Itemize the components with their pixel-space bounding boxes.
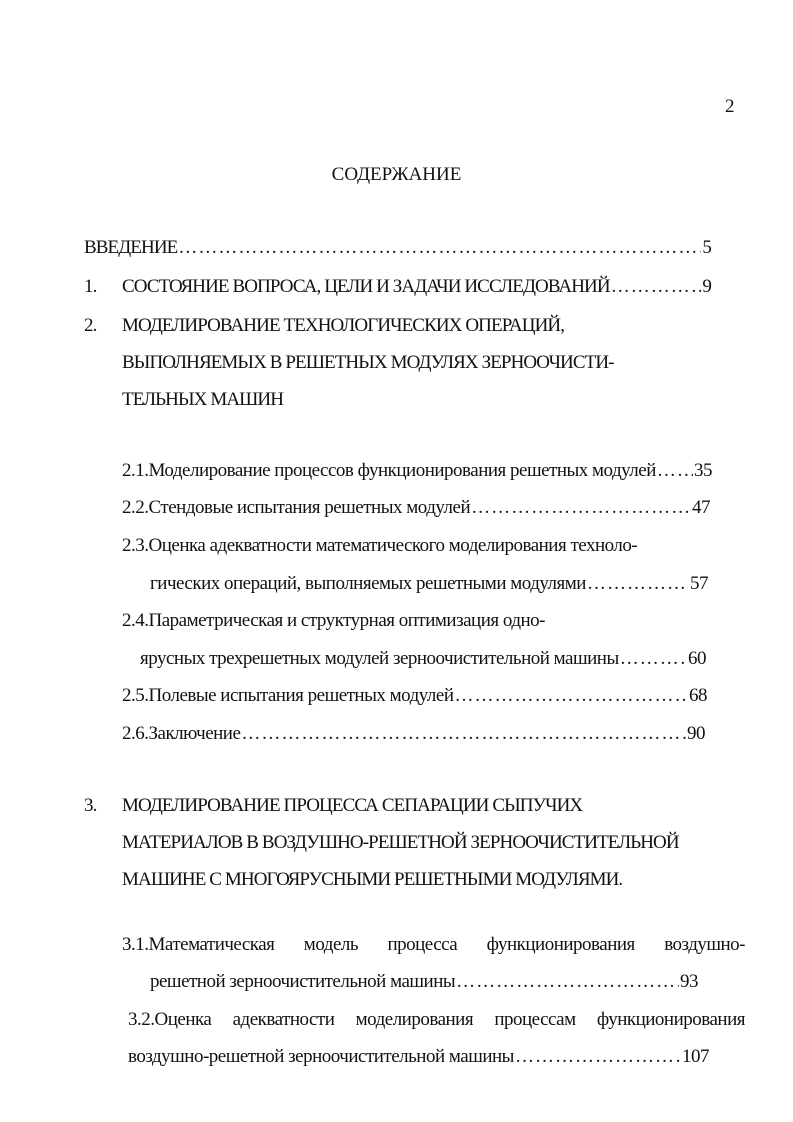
toc-title-line: 2.3.Оценка адекватности математического моделирования техноло-: [122, 535, 638, 556]
dot-leader: [620, 648, 687, 670]
dot-leader: [515, 1046, 681, 1068]
toc-page: 47: [692, 497, 710, 518]
toc-title: СОСТОЯНИЕ ВОПРОСА, ЦЕЛИ И ЗАДАЧИ ИССЛЕДОВАНИЙ: [122, 276, 610, 297]
dot-leader: [587, 573, 689, 595]
toc-title-line: МОДЕЛИРОВАНИЕ ТЕХНОЛОГИЧЕСКИХ ОПЕРАЦИЙ,: [122, 315, 565, 336]
dot-leader: [611, 276, 702, 298]
toc-title-last-line: [128, 1046, 709, 1068]
toc-entry-2-6[interactable]: [122, 723, 705, 745]
dot-leader: [657, 460, 693, 482]
toc-title-last-line: [150, 971, 698, 993]
toc-title-line: ТЕЛЬНЫХ МАШИН: [122, 389, 284, 410]
toc-page: 5: [702, 237, 711, 258]
toc-num: 1.: [84, 276, 97, 297]
page-number: 2: [725, 96, 735, 117]
dot-leader: [241, 723, 686, 745]
toc-title-last-line: [140, 648, 706, 670]
toc-num: 3.: [84, 795, 97, 816]
toc-title-last-line: [150, 573, 708, 595]
toc-page: 107: [682, 1046, 709, 1067]
toc-page: 60: [688, 648, 706, 669]
toc-title: 2.5.Полевые испытания решетных модулей: [122, 685, 454, 706]
toc-page: 68: [689, 685, 707, 706]
dot-leader: [455, 685, 688, 707]
toc-entry-chapter-1[interactable]: [84, 276, 711, 298]
toc-title-line: 2.4.Параметрическая и структурная оптимизация одно-: [122, 610, 545, 631]
toc-title-line: гических операций, выполняемых решетными модулями: [150, 573, 586, 594]
toc-num: 2.: [84, 315, 97, 336]
toc-title: 2.1.Моделирование процессов функционирования решетных модулей: [122, 460, 656, 481]
toc-title-line: МАТЕРИАЛОВ В ВОЗДУШНО-РЕШЕТНОЙ ЗЕРНООЧИСТИТЕЛЬНОЙ: [122, 832, 679, 853]
toc-title-line: ярусных трехрешетных модулей зерноочистительной машины: [140, 648, 619, 669]
toc-title-line: воздушно-решетной зерноочистительной машины: [128, 1046, 514, 1067]
toc-page: 90: [687, 723, 705, 744]
dot-leader: [178, 237, 701, 259]
toc-page: 9: [702, 276, 711, 297]
toc-page: 57: [690, 573, 708, 594]
toc-title-line: 3.2.Оценка адекватности моделирования процессам функционирования: [128, 1009, 745, 1030]
toc-title-line: ВЫПОЛНЯЕМЫХ В РЕШЕТНЫХ МОДУЛЯХ ЗЕРНООЧИСТИ-: [122, 352, 614, 373]
dot-leader: [471, 497, 691, 519]
toc-title: 2.6.Заключение: [122, 723, 241, 744]
toc-title-line: 3.1.Математическая модель процесса функционирования воздушно-: [122, 934, 745, 955]
toc-entry-intro[interactable]: [84, 237, 711, 259]
toc-title: 2.2.Стендовые испытания решетных модулей: [122, 497, 471, 518]
toc-title-line: МАШИНЕ С МНОГОЯРУСНЫМИ РЕШЕТНЫМИ МОДУЛЯМИ.: [122, 869, 623, 890]
toc-title: ВВЕДЕНИЕ: [84, 237, 178, 258]
page-title: СОДЕРЖАНИЕ: [331, 164, 462, 185]
dot-leader: [456, 971, 679, 993]
toc-page: 35: [694, 460, 712, 481]
toc-page: 93: [680, 971, 698, 992]
toc-title-line: решетной зерноочистительной машины: [150, 971, 456, 992]
toc-entry-2-5[interactable]: [122, 685, 707, 707]
toc-entry-2-1[interactable]: [122, 460, 712, 482]
toc-entry-2-2[interactable]: [122, 497, 710, 519]
toc-title-line: МОДЕЛИРОВАНИЕ ПРОЦЕССА СЕПАРАЦИИ СЫПУЧИХ: [122, 795, 583, 816]
